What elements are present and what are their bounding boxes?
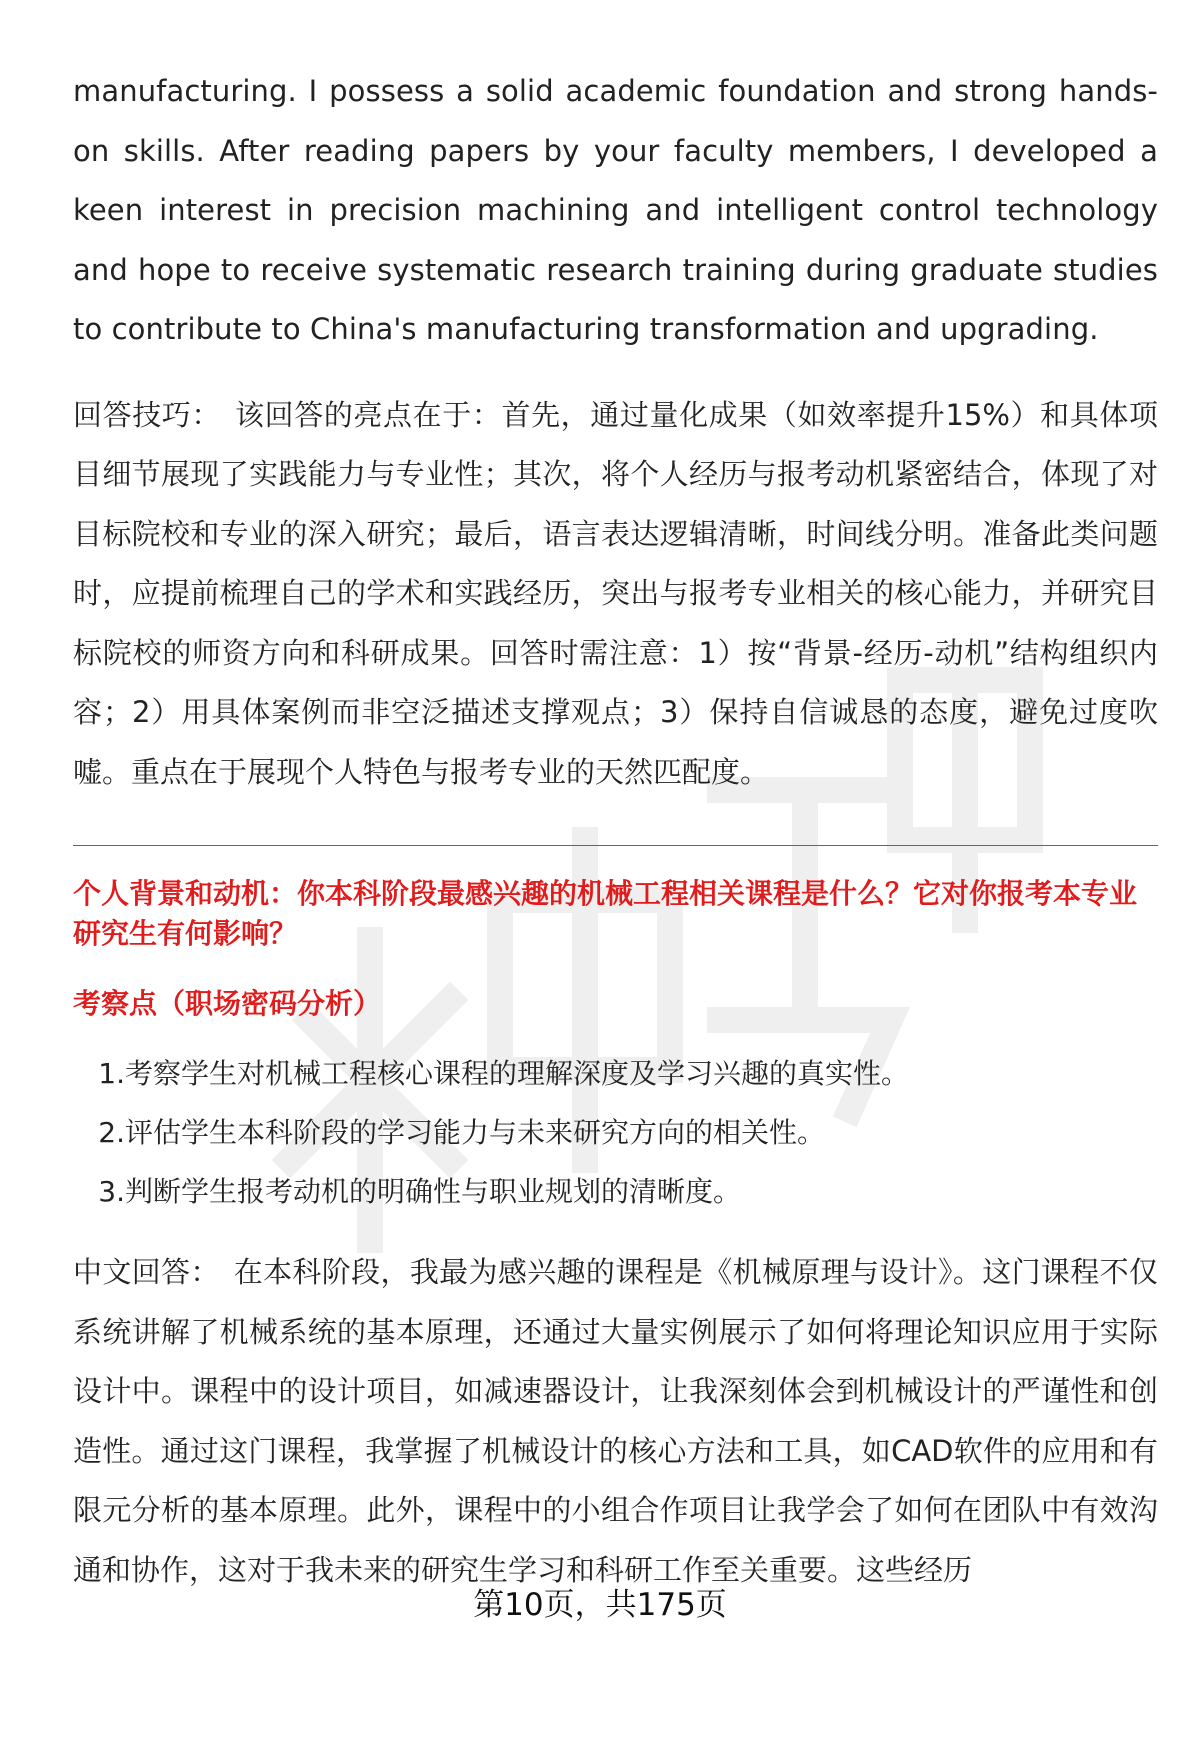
- list-item-number: 3.: [98, 1175, 125, 1208]
- list-item-number: 2.: [98, 1116, 125, 1149]
- intro-paragraph: manufacturing. I possess a solid academic foundation and strong hands-on skills. After reading papers by your faculty members, I developed a keen interest in precision machining and intelligent control technology and hope to receive systematic research training during graduate studies to contribute to China's manufacturing transformation and upgrading.: [73, 74, 1158, 346]
- chinese-answer-label: 中文回答：: [73, 1255, 220, 1289]
- list-item-text: 评估学生本科阶段的学习能力与未来研究方向的相关性。: [125, 1116, 826, 1149]
- answer-tips-label: 回答技巧：: [73, 397, 222, 432]
- answer-tips-paragraph: [73, 386, 1158, 803]
- assessment-points-list: [73, 1044, 1158, 1221]
- list-item-number: 1.: [98, 1057, 125, 1090]
- document-body: [73, 62, 1158, 1600]
- assessment-heading: 考察点（职场密码分析）: [73, 987, 382, 1020]
- list-item: [73, 1162, 1158, 1221]
- list-item-text: 判断学生报考动机的明确性与职业规划的清晰度。: [125, 1175, 742, 1208]
- answer-tips-text: 该回答的亮点在于：首先，通过量化成果（如效率提升15%）和具体项目细节展现了实践能力与专业性；其次，将个人经历与报考动机紧密结合，体现了对目标院校和专业的深入研究；最后，语言表达逻辑清晰，时间线分明。准备此类问题时，应提前梳理自己的学术和实践经历，突出与报考专业相关的核心能力，并研究目标院校的师资方向和科研成果。回答时需注意：1）按“背景-经历-动机”结构组织内容；2）用具体案例而非空泛描述支撑观点；3）保持自信诚恳的态度，避免过度吹嘘。重点在于展现个人特色与报考专业的天然匹配度。: [73, 397, 1158, 789]
- chinese-answer-text: 在本科阶段，我最为感兴趣的课程是《机械原理与设计》。这门课程不仅系统讲解了机械系统的基本原理，还通过大量实例展示了如何将理论知识应用于实际设计中。课程中的设计项目，如减速器设计，让我深刻体会到机械设计的严谨性和创造性。通过这门课程，我掌握了机械设计的核心方法和工具，如CAD软件的应用和有限元分析的基本原理。此外，课程中的小组合作项目让我学会了如何在团队中有效沟通和协作，这对于我未来的研究生学习和科研工作至关重要。这些经历: [73, 1255, 1158, 1587]
- question-heading: 个人背景和动机：你本科阶段最感兴趣的机械工程相关课程是什么？它对你报考本专业研究生有何影响？: [73, 877, 1138, 950]
- list-item-text: 考察学生对机械工程核心课程的理解深度及学习兴趣的真实性。: [125, 1057, 910, 1090]
- list-item: [73, 1044, 1158, 1103]
- page-number-footer: 第10页，共175页: [473, 1587, 727, 1623]
- chinese-answer-paragraph: [73, 1243, 1158, 1600]
- section-divider: [73, 845, 1158, 846]
- list-item: [73, 1103, 1158, 1162]
